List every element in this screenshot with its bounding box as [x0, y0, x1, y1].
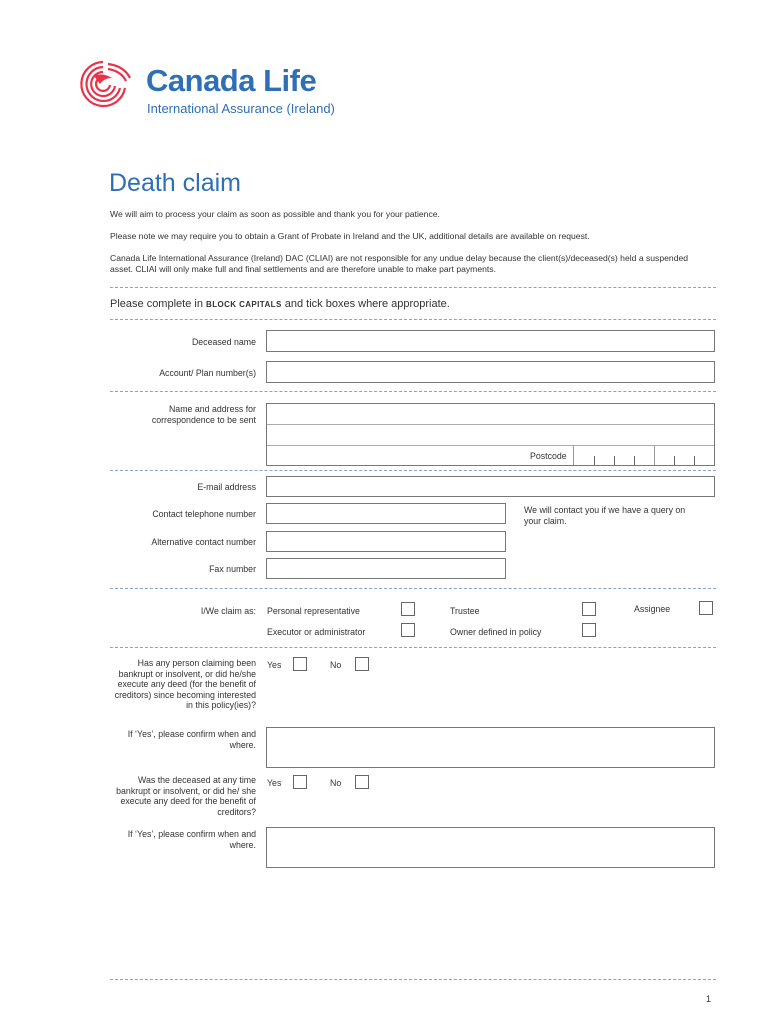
account-plan-label: Account/ Plan number(s)	[159, 368, 256, 378]
bankrupt-deceased-question: Was the deceased at any time bankrupt or insolvent, or did he/ she execute any deed for the benefit of creditors?	[116, 775, 256, 817]
personal-representative-checkbox[interactable]	[401, 602, 415, 616]
instruction-prefix: Please complete in	[110, 298, 203, 310]
postcode-label: Postcode	[530, 451, 567, 461]
bankrupt-deceased-yes-checkbox[interactable]	[293, 775, 307, 789]
option-trustee-label: Trustee	[450, 606, 480, 616]
contact-note: We will contact you if we have a query on your claim.	[524, 505, 686, 526]
claim-as-label: I/We claim as:	[200, 606, 256, 616]
fax-label: Fax number	[209, 564, 256, 574]
section-divider	[110, 470, 716, 471]
intro-paragraph-1: We will aim to process your claim as soon as possible and thank you for your patience.	[110, 209, 440, 219]
bankrupt-deceased-no-checkbox[interactable]	[355, 775, 369, 789]
bankrupt-claimant-no-checkbox[interactable]	[355, 657, 369, 671]
section-divider	[110, 287, 716, 288]
bankrupt-claimant-no-label: No	[330, 660, 342, 670]
option-personal-representative-label: Personal representative	[267, 606, 360, 616]
bankrupt-claimant-yes-label: Yes	[267, 660, 282, 670]
bankrupt-claimant-details-field[interactable]	[266, 727, 715, 768]
trustee-checkbox[interactable]	[582, 602, 596, 616]
assignee-checkbox[interactable]	[699, 601, 713, 615]
footer-divider	[110, 979, 716, 980]
bankrupt-deceased-yes-label: Yes	[267, 778, 282, 788]
deceased-name-label: Deceased name	[191, 337, 256, 347]
page-number: 1	[706, 994, 712, 1004]
contact-phone-label: Contact telephone number	[152, 509, 256, 519]
email-label: E-mail address	[197, 482, 256, 492]
section-divider	[110, 319, 716, 320]
brand-subtitle: International Assurance (Ireland)	[147, 101, 335, 116]
account-plan-field[interactable]	[266, 361, 715, 383]
option-executor-label: Executor or administrator	[267, 627, 366, 637]
bankrupt-deceased-details-field[interactable]	[266, 827, 715, 868]
alt-contact-field[interactable]	[266, 531, 506, 552]
correspondence-label: Name and address for correspondence to be sent	[151, 404, 256, 425]
intro-paragraph-2: Please note we may require you to obtain a Grant of Probate in Ireland and the UK, additional details are available on request.	[110, 231, 590, 241]
correspondence-address-field[interactable]	[266, 403, 715, 466]
bankrupt-deceased-no-label: No	[330, 778, 342, 788]
option-assignee-label: Assignee	[634, 604, 671, 614]
option-owner-label: Owner defined in policy	[450, 627, 542, 637]
owner-checkbox[interactable]	[582, 623, 596, 637]
section-divider	[110, 647, 716, 648]
page-title: Death claim	[109, 169, 241, 197]
contact-phone-field[interactable]	[266, 503, 506, 524]
canada-life-logo-icon	[72, 58, 134, 110]
email-field[interactable]	[266, 476, 715, 497]
instruction-suffix: and tick boxes where appropriate.	[284, 298, 450, 310]
brand-name: Canada Life	[146, 63, 317, 98]
intro-paragraph-3: Canada Life International Assurance (Ireland) DAC (CLIAI) are not responsible for any undue delay because the client(s)/deceased(s) held a suspended asset. CLIAI will only make full and final settlements and are therefore unable to make part payments.	[110, 253, 689, 274]
alt-contact-label: Alternative contact number	[151, 537, 256, 547]
executor-checkbox[interactable]	[401, 623, 415, 637]
section-divider	[110, 588, 716, 589]
bankrupt-claimant-yes-checkbox[interactable]	[293, 657, 307, 671]
deceased-name-field[interactable]	[266, 330, 715, 352]
bankrupt-deceased-confirm-label: If ‘Yes’, please confirm when and where.	[127, 829, 256, 850]
bankrupt-claimant-confirm-label: If ‘Yes’, please confirm when and where.	[127, 729, 256, 750]
instruction-text	[110, 297, 450, 312]
bankrupt-claimant-question: Has any person claiming been bankrupt or insolvent, or did he/she execute any deed (for the benefit of creditors) since becoming interested in this policy(ies)?	[114, 658, 256, 710]
fax-field[interactable]	[266, 558, 506, 579]
instruction-caps: BLOCK CAPITALS	[206, 300, 282, 309]
section-divider	[110, 391, 716, 392]
